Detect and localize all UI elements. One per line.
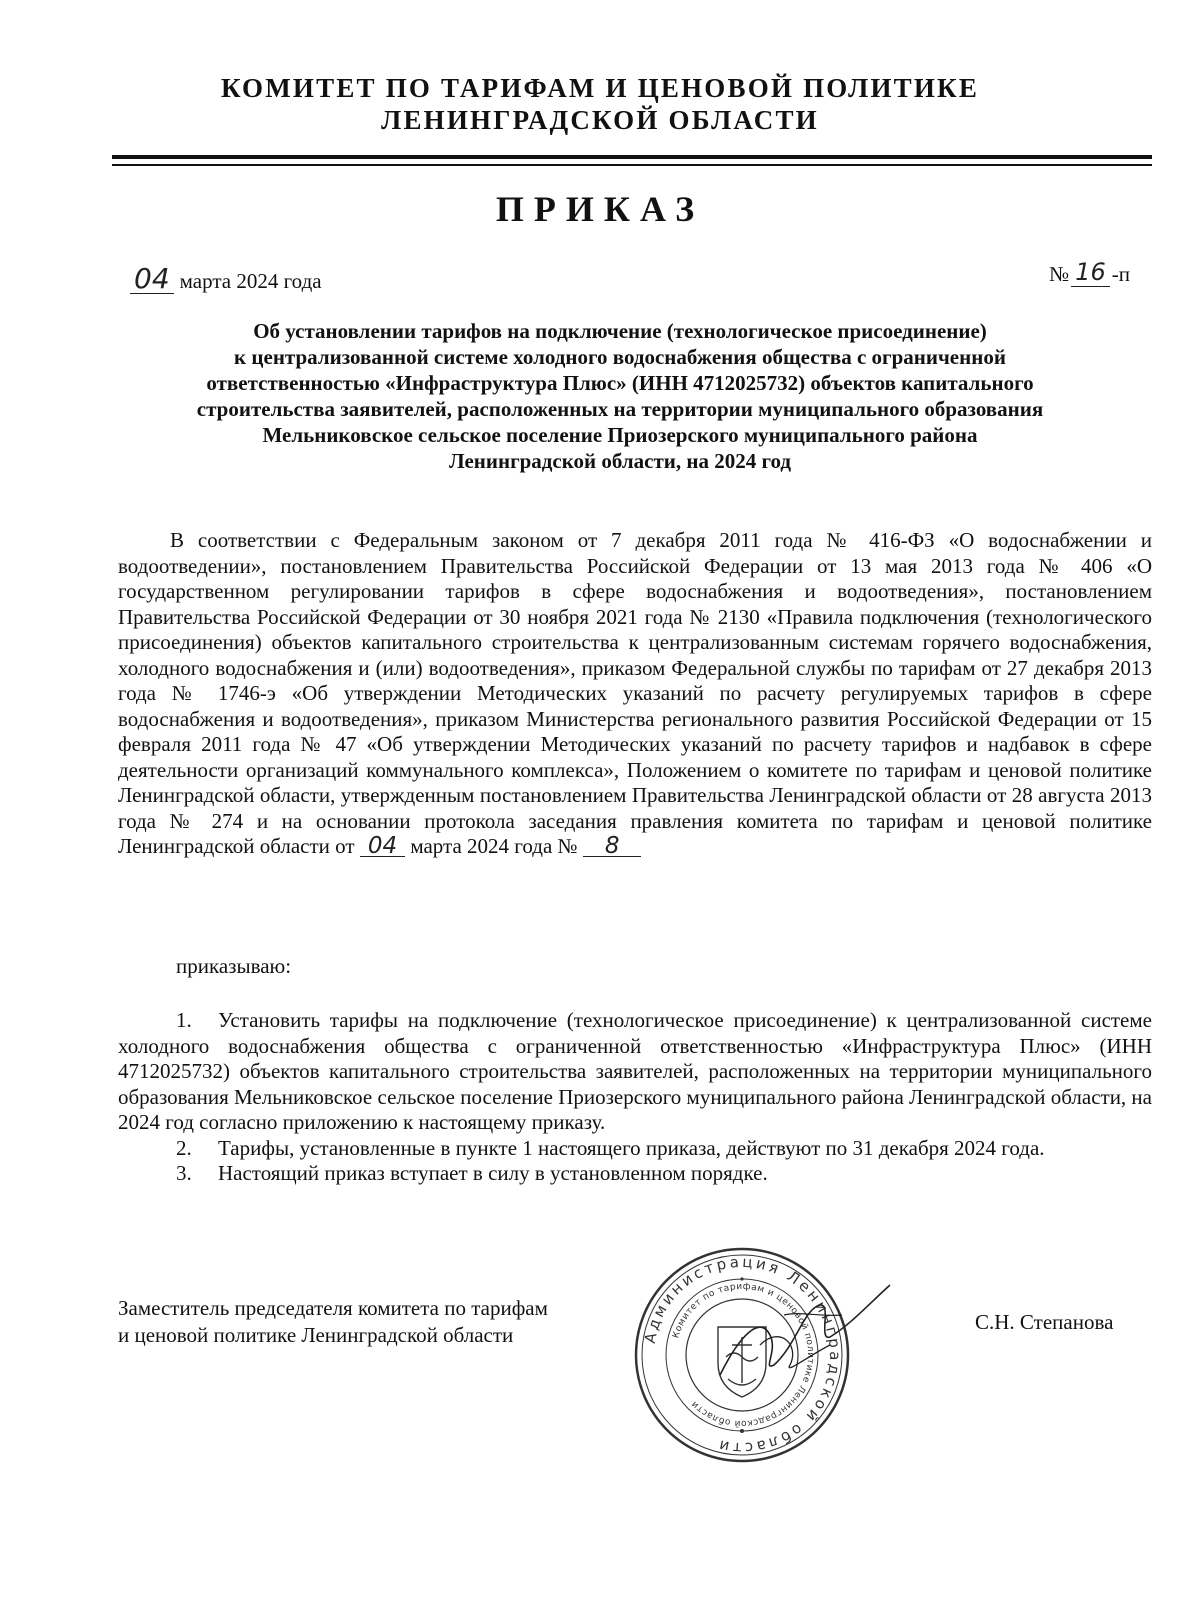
subject-line: Мельниковское сельское поселение Приозерского муниципального района [262, 423, 978, 447]
handwritten-protocol-day: 04 [360, 836, 405, 857]
signer-position-line2: и ценовой политике Ленинградской области [118, 1323, 514, 1347]
header-rule-thin [112, 164, 1152, 166]
item-number: 2. [176, 1135, 192, 1160]
order-items [118, 1008, 1152, 1187]
protocol-date-text: марта 2024 года № [410, 834, 578, 858]
subject-line: строительства заявителей, расположенных на территории муниципального образования [196, 397, 1044, 421]
handwritten-protocol-number: 8 [583, 836, 642, 857]
handwritten-number: 16 [1071, 258, 1110, 287]
stamp-outer-text: Администрация Ленинградской области [640, 1252, 845, 1458]
stamp-inner-text: Комитет по тарифам и ценовой политике Ленинградской области [671, 1281, 816, 1429]
subject-line: к централизованной системе холодного водоснабжения общества с ограниченной [234, 345, 1006, 369]
handwritten-signature [700, 1275, 900, 1395]
handwritten-day: 04 [130, 265, 174, 294]
preamble-paragraph [118, 528, 1152, 860]
order-item [118, 1008, 1152, 1136]
subject-line: ответственностью «Инфраструктура Плюс» (ИНН 4712025732) объектов капитального [206, 371, 1034, 395]
order-word: приказываю: [176, 954, 292, 978]
signer-position-line1: Заместитель председателя комитета по тарифам [118, 1296, 548, 1320]
preamble-text: В соответствии с Федеральным законом от 7 декабря 2011 года № 416-ФЗ «О водоснабжении и водоотведении», постановлением Правительства Российской Федерации от 13 мая 2013 года № 406 «О государственном регулировании тарифов в сфере водоснабжения и водоотведения», постановлением Правительства Российской Федерации от 30 ноября 2021 года № 2130 «Правила подключения (технологического присоединения) объектов капитального строительства к централизованным системам горячего водоснабжения, холодного водоснабжения и (или) водоотведения», приказом Федеральной службы по тарифам от 27 декабря 2013 года № 1746-э «Об утверждении Методических указаний по расчету регулируемых тарифов в сфере водоснабжения и водоотведения», приказом Министерства регионального развития Российской Федерации от 15 февраля 2011 года № 47 «Об утверждении Методических указаний по расчету тарифов и надбавок в сфере деятельности организаций коммунального комплекса», Положением о комитете по тарифам и ценовой политике Ленинградской области, утвержденным постановлением Правительства Ленинградской области от 28 августа 2013 года № 274 и на основании протокола заседания правления комитета по тарифам и ценовой политике Ленинградской области от [118, 528, 1152, 858]
document-subject [125, 318, 1115, 474]
subject-line: Ленинградской области, на 2024 год [448, 449, 792, 473]
subject-line: Об установлении тарифов на подключение (технологическое присоединение) [253, 319, 987, 343]
signer-name: С.Н. Степанова [975, 1310, 1114, 1334]
signer-position [118, 1295, 548, 1349]
item-number: 3. [176, 1161, 192, 1185]
number-prefix: № [1049, 262, 1070, 286]
organization-name-line2: ЛЕНИНГРАДСКОЙ ОБЛАСТИ [381, 105, 819, 135]
header-rule-thick [112, 155, 1152, 159]
document-date [130, 262, 322, 295]
order-item [118, 1161, 1152, 1187]
item-number: 1. [176, 1008, 192, 1032]
item-text: Тарифы, установленные в пункте 1 настоящего приказа, действуют по 31 декабря 2024 года. [218, 1135, 1045, 1160]
order-item [118, 1136, 1152, 1162]
document-number [1049, 258, 1130, 287]
item-text: Установить тарифы на подключение (технологическое присоединение) к централизованной системе холодного водоснабжения общества с ограниченной ответственностью «Инфраструктура Плюс» (ИНН 4712025732) объектов капитального строительства заявителей, расположенных на территории муниципального образования Мельниковское сельское поселение Приозерского муниципального района Ленинградской области, на 2024 год согласно приложению к настоящему приказу. [118, 1008, 1152, 1134]
item-text: Настоящий приказ вступает в силу в установленном порядке. [218, 1161, 768, 1185]
document-type-title: ПРИКАЗ [495, 189, 705, 229]
date-text: марта 2024 года [179, 269, 322, 293]
number-suffix: -п [1111, 262, 1130, 286]
organization-name-line1: КОМИТЕТ ПО ТАРИФАМ И ЦЕНОВОЙ ПОЛИТИКЕ [220, 73, 980, 103]
